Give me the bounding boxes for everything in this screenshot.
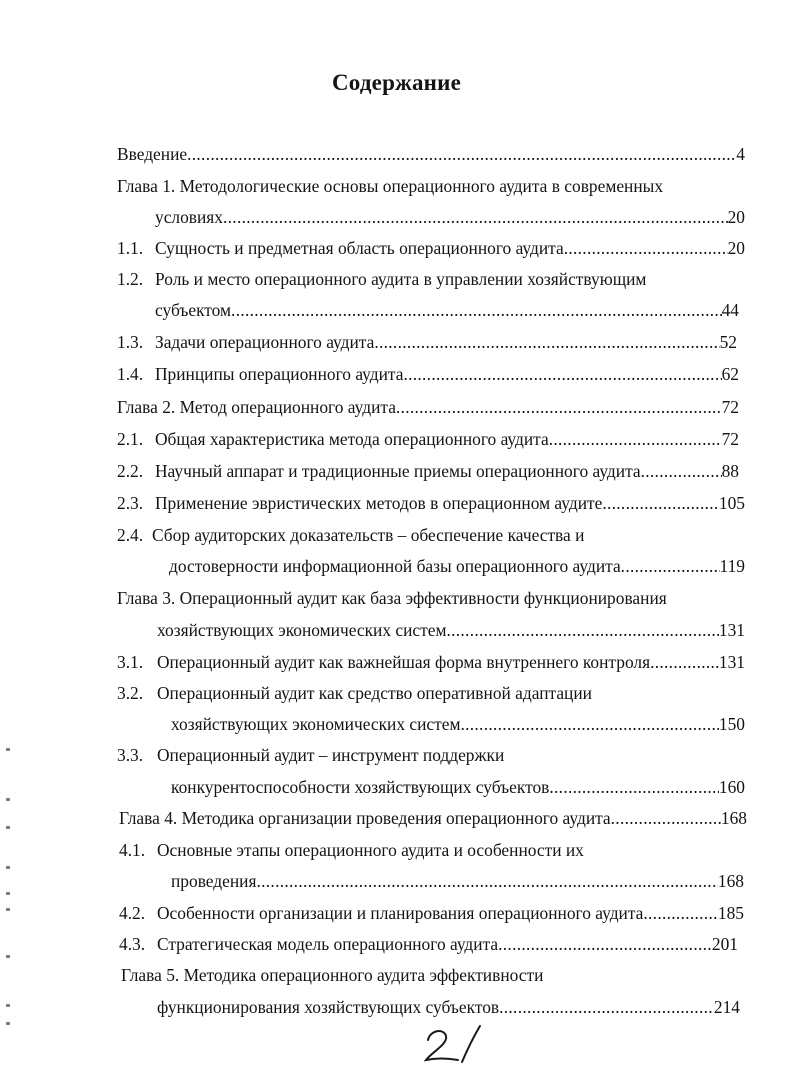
toc-chapter-4: Глава 4. Методика организации проведения операционного аудита ..... 168 — [119, 807, 747, 829]
toc-entry-2-4: Сбор аудиторских доказательств – обеспечение качества и — [152, 525, 585, 545]
toc-num-2-2: 2.2. — [117, 461, 144, 481]
toc-num-4-2: 4.2. — [119, 903, 146, 923]
toc-num-1-4: 1.4. — [117, 364, 144, 384]
toc-entry-1-3: Задачи операционного аудита ..... 52 — [155, 331, 737, 353]
toc-entry-1-4: Принципы операционного аудита ..... 62 — [155, 363, 739, 385]
toc-entry-1-2: Роль и место операционного аудита в управлении хозяйствующим — [155, 269, 647, 289]
toc-entry-3-2: Операционный аудит как средство оперативной адаптации — [157, 683, 592, 703]
toc-num-1-1: 1.1. — [117, 238, 144, 258]
toc-entry-3-1: Операционный аудит как важнейшая форма внутреннего контроля ..... 131 — [157, 651, 745, 673]
toc-entry-2-2: Научный аппарат и традиционные приемы операционного аудита ..... 88 — [155, 460, 739, 482]
toc-chapter-3: Глава 3. Операционный аудит как база эффективности функционирования — [117, 588, 667, 608]
scan-artifact — [6, 866, 10, 869]
toc-num-3-1: 3.1. — [117, 652, 144, 672]
toc-entry-3-3-cont: конкурентоспособности хозяйствующих субъектов ..... 160 — [171, 776, 745, 798]
toc-entry-intro: Введение ..... 4 — [117, 143, 745, 165]
scan-artifact — [6, 955, 10, 958]
scan-artifact — [6, 826, 10, 829]
scan-artifact — [6, 1004, 10, 1007]
toc-num-1-3: 1.3. — [117, 332, 144, 352]
handwritten-page-number — [418, 1018, 498, 1068]
toc-entry-4-2: Особенности организации и планирования операционного аудита ..... 185 — [157, 902, 744, 924]
toc-entry-3-2-cont: хозяйствующих экономических систем ..... 150 — [171, 713, 745, 735]
toc-entry-4-1-cont: проведения ..... 168 — [171, 870, 744, 892]
scan-artifact — [6, 892, 10, 895]
toc-num-1-2: 1.2. — [117, 269, 144, 289]
scan-artifact — [6, 908, 10, 911]
toc-num-4-1: 4.1. — [119, 840, 146, 860]
toc-entry-2-1: Общая характеристика метода операционного аудита ..... 72 — [155, 428, 739, 450]
toc-chapter-1-cont: условиях ..... 20 — [155, 206, 745, 228]
toc-chapter-3-cont: хозяйствующих экономических систем ..... 131 — [157, 619, 745, 641]
toc-entry-3-3: Операционный аудит – инструмент поддержки — [157, 745, 505, 765]
scan-artifact — [6, 798, 10, 801]
toc-num-2-1: 2.1. — [117, 429, 144, 449]
toc-num-3-3: 3.3. — [117, 745, 144, 765]
toc-num-4-3: 4.3. — [119, 934, 146, 954]
toc-chapter-2: Глава 2. Метод операционного аудита ..... 72 — [117, 396, 739, 418]
toc-num-2-4: 2.4. — [117, 525, 144, 545]
toc-entry-2-3: Применение эвристических методов в операционном аудите ..... 105 — [155, 492, 745, 514]
toc-chapter-1: Глава 1. Методологические основы операционного аудита в современных — [117, 176, 664, 196]
scan-artifact — [6, 1022, 10, 1025]
toc-entry-4-3: Стратегическая модель операционного аудита ..... 201 — [157, 933, 738, 955]
toc-entry-2-4-cont: достоверности информационной базы операционного аудита ..... 119 — [169, 555, 745, 577]
page-title: Содержание — [332, 70, 461, 95]
toc-entry-1-2-cont: субъектом ..... 44 — [155, 299, 739, 321]
toc-num-3-2: 3.2. — [117, 683, 144, 703]
toc-chapter-5-cont: функционирования хозяйствующих субъектов ..... 214 — [157, 996, 740, 1018]
toc-entry-4-1: Основные этапы операционного аудита и особенности их — [157, 840, 584, 860]
toc-chapter-5: Глава 5. Методика операционного аудита эффективности — [121, 965, 544, 985]
scan-artifact — [6, 748, 10, 751]
toc-num-2-3: 2.3. — [117, 493, 144, 513]
toc-entry-1-1: Сущность и предметная область операционного аудита ..... 20 — [155, 237, 745, 259]
